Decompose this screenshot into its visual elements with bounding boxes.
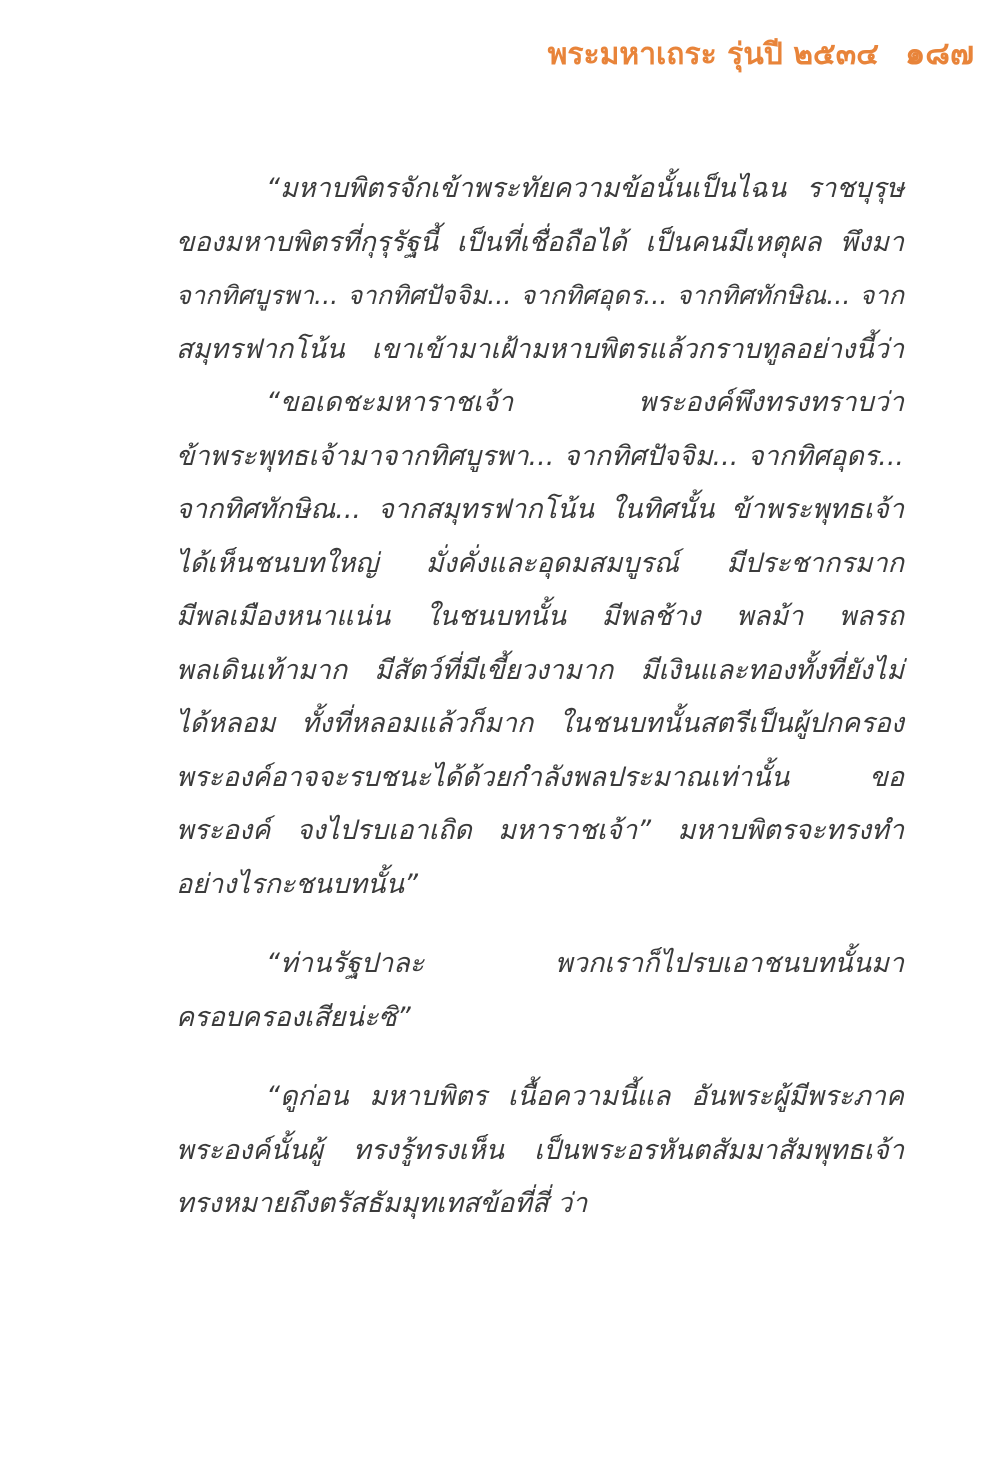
page-number: ๑๘๗ [904, 34, 974, 72]
text-line: มีพลเมืองหนาแน่น ในชนบทนั้น มีพลช้าง พลม้า พลรถ [176, 601, 904, 632]
text-line: พระองค์ จงไปรบเอาเถิด มหาราชเจ้า” มหาบพิตรจะทรงทำ [176, 815, 904, 846]
text-line: อย่างไรกะชนบทนั้น” [176, 868, 418, 900]
paragraph [176, 937, 904, 1044]
paragraph [176, 376, 904, 911]
text-line: ครอบครองเสียน่ะซิ” [176, 1001, 411, 1033]
body-text [176, 162, 904, 1231]
text-line: พลเดินเท้ามาก มีสัตว์ที่มีเขี้ยวงามาก มีเงินและทองทั้งที่ยังไม่ [176, 654, 904, 686]
text-line: “ท่านรัฐปาละ พวกเราก็ไปรบเอาชนบทนั้นมา [266, 948, 904, 979]
paragraph [176, 162, 904, 376]
page-header [548, 28, 974, 79]
book-title: พระมหาเถระ รุ่นปี ๒๕๓๔ [547, 37, 879, 72]
text-line: ได้หลอม ทั้งที่หลอมแล้วก็มาก ในชนบทนั้นสตรีเป็นผู้ปกครอง [176, 708, 904, 739]
text-line: สมุทรฟากโน้น เขาเข้ามาเฝ้ามหาบพิตรแล้วกราบทูลอย่างนี้ว่า [176, 333, 904, 365]
text-line: พระองค์นั้นผู้ ทรงรู้ทรงเห็น เป็นพระอรหันตสัมมาสัมพุทธเจ้า [176, 1134, 904, 1166]
text-line: จากทิศทักษิณ... จากสมุทรฟากโน้น ในทิศนั้น ข้าพระพุทธเจ้า [176, 494, 904, 525]
text-line: “มหาบพิตรจักเข้าพระทัยความข้อนั้นเป็นไฉน ราชบุรุษ [266, 173, 904, 204]
text-line: ทรงหมายถึงตรัสธัมมุทเทสข้อที่สี่ ว่า [176, 1188, 588, 1219]
text-line: ข้าพระพุทธเจ้ามาจากทิศบูรพา... จากทิศปัจจิม... จากทิศอุดร... [176, 440, 904, 472]
text-line: ได้เห็นชนบทใหญ่ มั่งคั่งและอุดมสมบูรณ์ มีประชากรมาก [176, 547, 904, 579]
text-line: จากทิศบูรพา... จากทิศปัจจิม... จากทิศอุดร... จากทิศทักษิณ... จาก [176, 280, 904, 310]
text-line: “ดูก่อน มหาบพิตร เนื้อความนี้แล อันพระผู้มีพระภาค [266, 1081, 904, 1112]
paragraph [176, 1070, 904, 1231]
text-line: “ขอเดชะมหาราชเจ้า พระองค์พึงทรงทราบว่า [266, 387, 904, 418]
text-line: ของมหาบพิตรที่กุรุรัฐนี้ เป็นที่เชื่อถือได้ เป็นคนมีเหตุผล พึงมา [176, 226, 904, 258]
text-line: พระองค์อาจจะรบชนะได้ด้วยกำลังพลประมาณเท่านั้น ขอ [176, 761, 904, 793]
